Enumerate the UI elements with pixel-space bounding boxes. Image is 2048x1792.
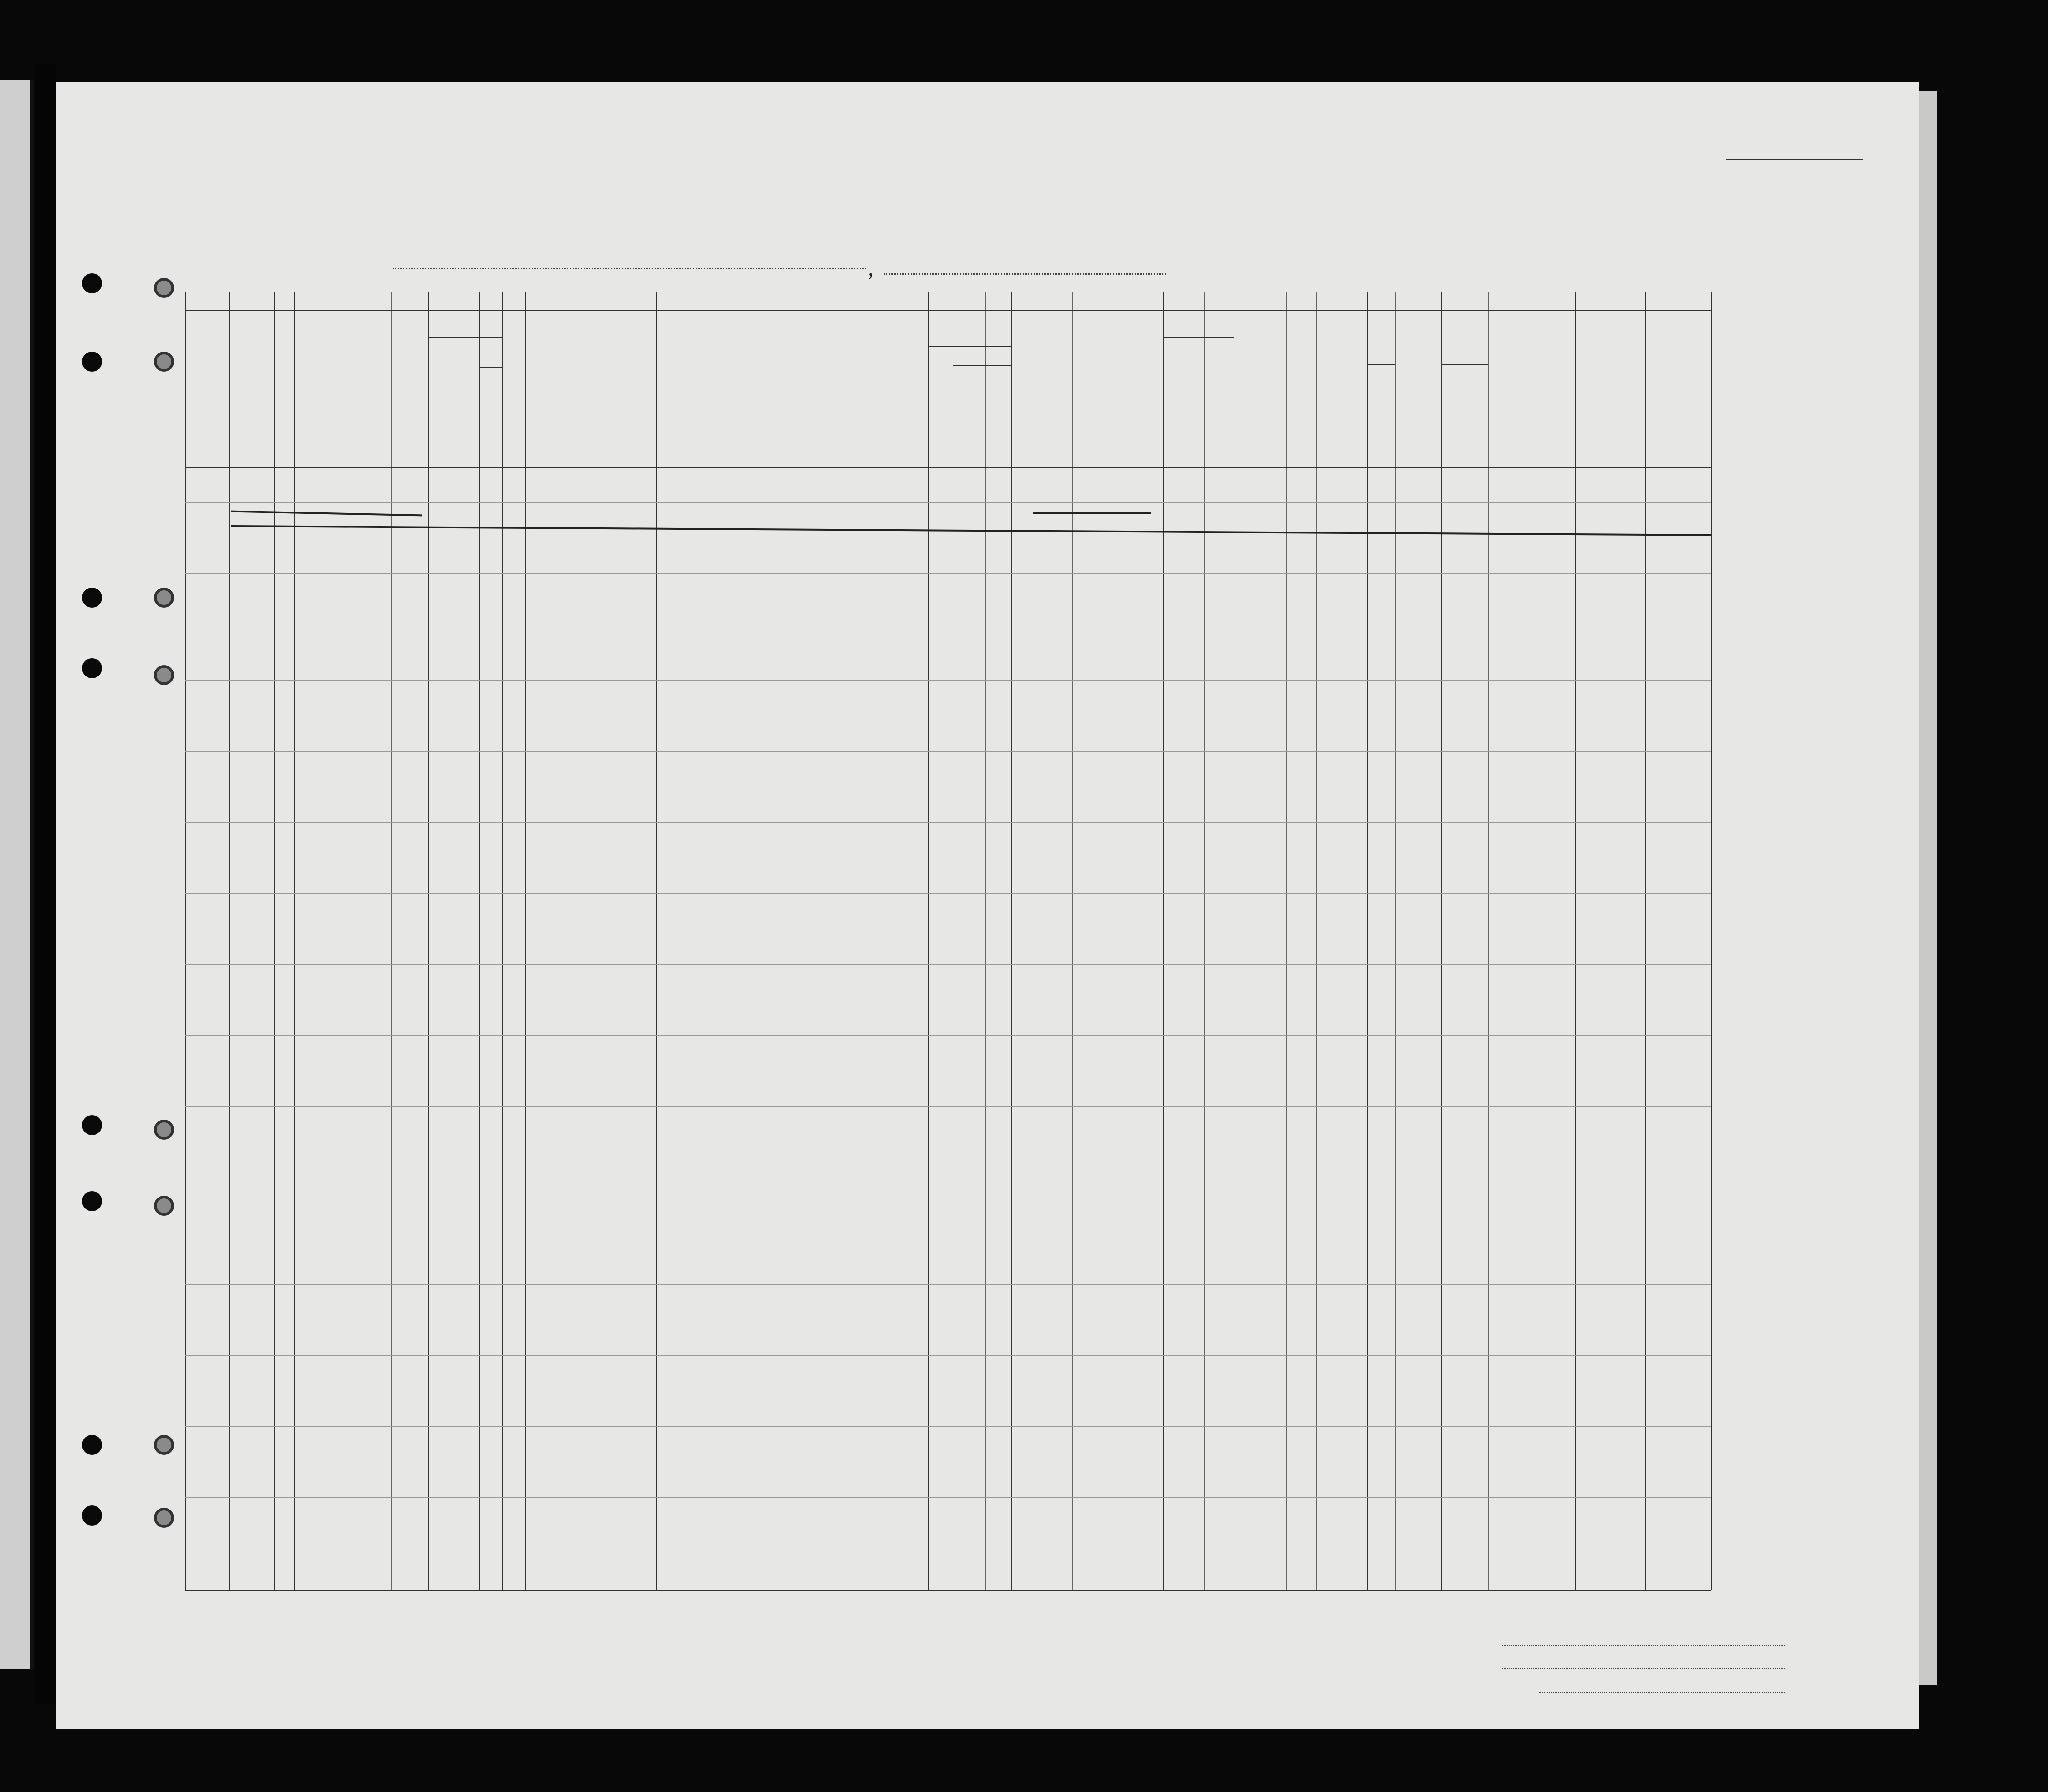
- reinforced-punch-hole: [154, 352, 174, 372]
- before-us-rule: [928, 346, 1011, 347]
- purpose-rule: [1163, 337, 1234, 338]
- manifest-sheet: [56, 82, 1919, 1729]
- column-rule: [1316, 292, 1317, 1590]
- ifyes-rule: [953, 365, 1011, 366]
- punch-hole: [82, 658, 102, 678]
- reinforced-punch-hole: [154, 1196, 174, 1216]
- owners-field: [1502, 1668, 1785, 1669]
- column-rule: [1163, 292, 1164, 1590]
- column-rule: [525, 292, 526, 1590]
- previous-page-strip: [0, 80, 34, 1669]
- column-rule: [1575, 292, 1576, 1590]
- column-rule: [656, 292, 657, 1590]
- column-rule: [1645, 292, 1646, 1590]
- punch-hole: [82, 1191, 102, 1211]
- column-rule: [1072, 292, 1073, 1590]
- punch-hole: [82, 588, 102, 608]
- in-usa-rule: [479, 367, 502, 368]
- row-rule: [185, 1035, 1711, 1036]
- column-rule: [1011, 292, 1012, 1590]
- final-destination-rule: [428, 337, 502, 338]
- punch-hole: [82, 1115, 102, 1135]
- column-rule: [294, 292, 295, 1590]
- header-bottom-rule: [185, 467, 1711, 468]
- reinforced-punch-hole: [154, 1120, 174, 1140]
- list-underline: [1726, 159, 1863, 160]
- color-rule: [1441, 364, 1488, 365]
- column-rule: [274, 292, 275, 1590]
- column-rule: [1488, 292, 1489, 1590]
- port-dotted-line: [393, 268, 866, 269]
- row-rule: [185, 1355, 1711, 1356]
- reinforced-punch-hole: [154, 278, 174, 298]
- punch-hole: [82, 1435, 102, 1455]
- row-rule: [185, 502, 1711, 503]
- column-rule: [185, 292, 186, 1590]
- book-spine: [34, 64, 56, 1704]
- row-rule: [185, 964, 1711, 965]
- row-rule: [185, 1497, 1711, 1498]
- reinforced-punch-hole: [154, 1508, 174, 1528]
- column-rule: [1395, 292, 1396, 1590]
- colnum-rule: [185, 310, 1711, 311]
- reinforced-punch-hole: [154, 1435, 174, 1455]
- sheet-edge: [1919, 91, 1937, 1685]
- column-rule: [1367, 292, 1368, 1590]
- column-rule: [1441, 292, 1442, 1590]
- column-rule: [229, 292, 230, 1590]
- column-rule: [1204, 292, 1205, 1590]
- punch-hole: [82, 1505, 102, 1526]
- row-rule: [185, 680, 1711, 681]
- row-rule: [185, 1284, 1711, 1285]
- column-rule: [502, 292, 503, 1590]
- local-agents-field: [1539, 1692, 1785, 1693]
- punch-hole: [82, 352, 102, 372]
- column-rule: [391, 292, 392, 1590]
- column-rule: [428, 292, 429, 1590]
- row-rule: [185, 1426, 1711, 1427]
- column-rule: [985, 292, 986, 1590]
- table-bottom-rule: [185, 1590, 1711, 1591]
- height-rule: [1367, 364, 1395, 365]
- struck-entry-line: [1033, 512, 1151, 514]
- reinforced-punch-hole: [154, 665, 174, 685]
- date-dotted-line: [884, 273, 1166, 275]
- column-rule: [479, 292, 480, 1590]
- row-rule: [185, 822, 1711, 823]
- punch-hole: [82, 273, 102, 293]
- comma: ,: [868, 254, 874, 281]
- reinforced-punch-hole: [154, 588, 174, 608]
- row-rule: [185, 573, 1711, 574]
- row-rule: [185, 1106, 1711, 1107]
- column-rule: [1711, 292, 1712, 1590]
- line-field: [1502, 1645, 1785, 1646]
- column-rule: [928, 292, 929, 1590]
- row-rule: [185, 893, 1711, 894]
- row-rule: [185, 751, 1711, 752]
- column-rule: [1286, 292, 1287, 1590]
